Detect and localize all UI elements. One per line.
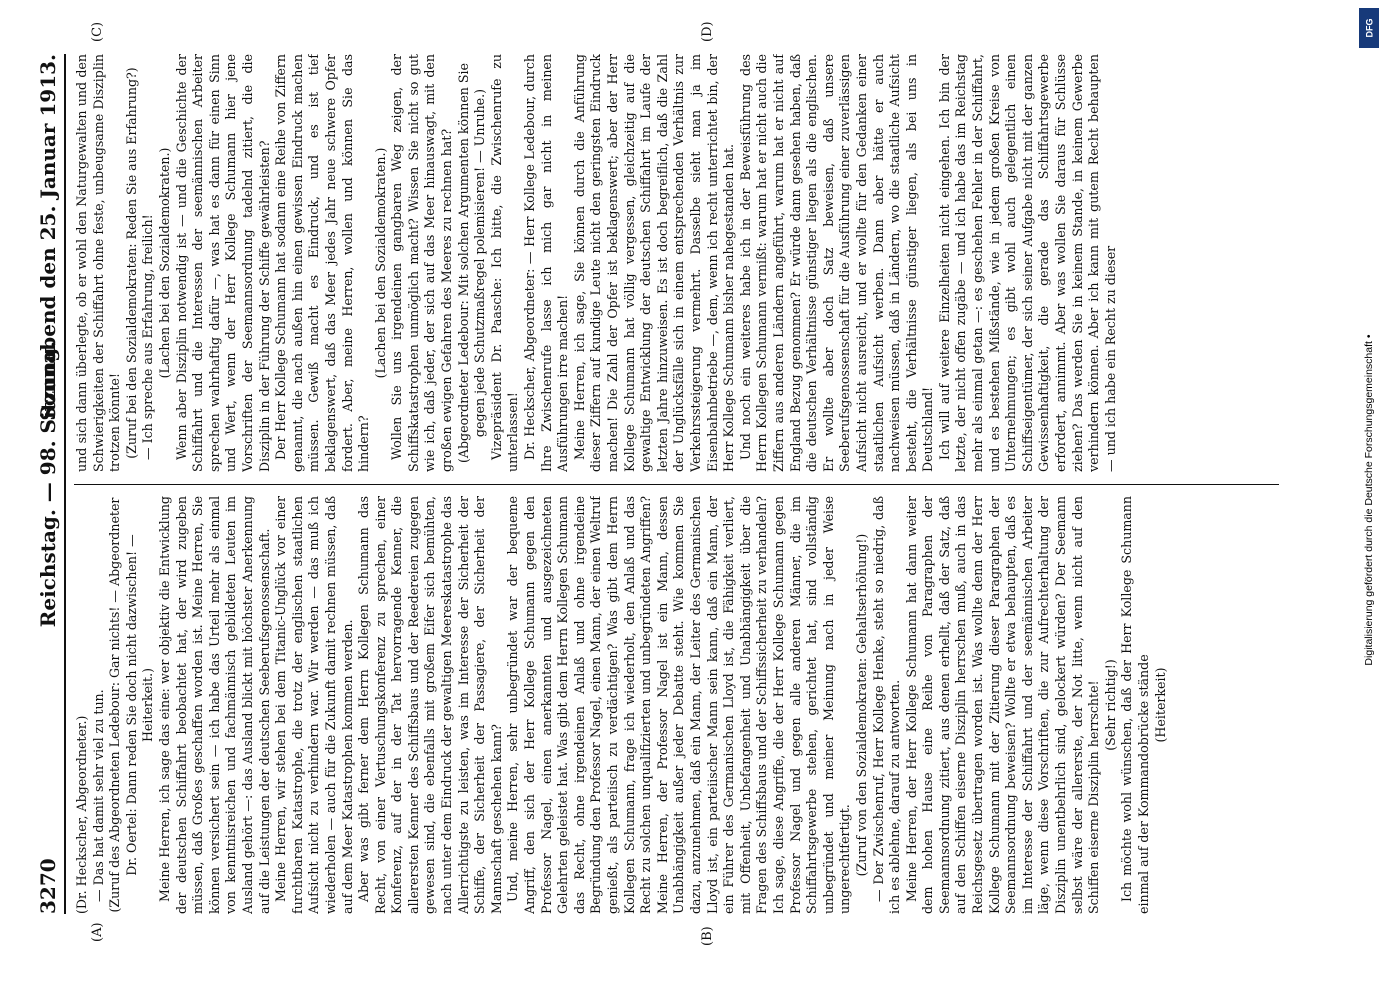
interjection: (Lachen bei den Sozialdemokraten.) [372, 147, 388, 379]
text-column-left [74, 496, 1279, 914]
paragraph: Vizepräsident Dr. Paasche: Ich bitte, die Zwischenrufe zu unterlassen! [488, 54, 521, 472]
paragraph: Und noch ein weiteres habe ich in der Beweisführung des Herrn Kollegen Schumann vermißt: warum hat er nicht auch die Ziffern aus anderen Ländern angeführt, warum hat er nicht auf England Bezug genommen? Er würde dann gesehen haben, daß die deutschen Verhältnisse günstiger liegen als die englischen. Er wollte aber doch Satz beweisen, daß unsere Seeberufsgenossenschaft für die Ausführung einer zuverlässigen Aufsicht nicht ausreicht, und er wollte für den Gedanken einer staatlichen Aufsicht werben. Dann aber hätte er auch nachweisen müssen, daß in Ländern, wo die staatliche Aufsicht besteht, die Verhältnisse günstiger liegen, als bei uns in Deutschland! [737, 54, 936, 472]
interjection: (Abgeordneter Ledebour: Mit solchen Argumenten können Sie gegen jede Schutzmaßregel polemisieren! — Unruhe.) [455, 62, 488, 464]
paragraph: Meine Herren, ich sage das eine: wer objektiv die Entwicklung der deutschen Schiffahrt beobachtet hat, der wird zugeben müssen, daß Großes geschaffen worden ist. Meine Herren, Sie können versichert sein — ich habe das Urteil mehr als einmal von kenntnisreichen und fachmännisch gebildeten Leuten im Ausland gehört —: das Ausland blickt mit höchster Anerkennung auf die Leistungen der deutschen Seeberufsgenossenschaft. [156, 496, 272, 914]
dfg-logo: DFG [1359, 8, 1379, 48]
margin-mark-c: (C) [90, 21, 105, 42]
text-column-right [74, 54, 1279, 472]
paragraph: Wollen Sie uns irgendeinen gangbaren Weg zeigen, der Schiffskatastrophen unmöglich macht? Wissen Sie nicht so gut wie ich, daß jeder, der sich auf das Meer hinauswagt, mit den großen ewigen Gefahren des Meeres zu rechnen hat? [389, 54, 455, 472]
paragraph: Dr. Heckscher, Abgeordneter: — Herr Kollege Ledebour, durch Ihre Zwischenrufe lasse ich mich gar nicht in meinen Ausführungen irre machen! [522, 54, 571, 472]
interjection: (Sehr richtig!) [1102, 659, 1118, 751]
paragraph: Und, meine Herren, sehr unbegründet war der bequeme Angriff, den sich der Herr Kollege Schumann gegen den Professor Nagel, einen anerkannten und ausgezeichneten Gelehrten geleistet hat. Was gibt dem Herrn Kollegen Schumann das Recht, ohne irgendeinen Anlaß und ohne irgendeine Begründung den Professor Nagel, einen Mann, der einen Weltruf genießt, als parteiisch zu verdächtigen? Was gibt dem Herrn Kollegen Schumann, frage ich wiederholt, den Anlaß und das Recht zu solchen unqualifizierten und unbegründeten Angriffen? Meine Herren, der Professor Nagel ist ein Mann, dessen Unabhängigkeit außer jeder Debatte steht. Wie kommen Sie dazu, anzunehmen, daß ein Mann, der Leiter des Germanischen Lloyd ist, ein parteiischer Mann sein kann, daß ein Mann, der ein Führer des Germanischen Lloyd ist, die Fähigkeit verliert, mit Offenheit, Unbefangenheit und Unabhängigkeit über die Fragen des Schiffsbaus und der Schiffssicherheit zu verhandeln? Ich sage, diese Angriffe, die der Herr Kollege Schumann gegen Professor Nagel und gegen alle anderen Männer, die im Schiffahrtsgewerbe stehen, gerichtet hat, sind vollständig unbegründet und meiner Meinung nach in jeder Weise ungerechtfertigt. [505, 496, 853, 914]
margin-mark-b: (B) [700, 926, 715, 946]
paragraph: Meine Herren, ich sage, Sie können durch die Anführung dieser Ziffern auf kundige Leute nicht den geringsten Eindruck machen! Die Zahl der Opfer ist beklagenswert; aber der Herr Kollege Schumann hat völlig vergessen, gleichzeitig auf die gewaltige Entwicklung der deutschen Schiffahrt im Laufe der letzten Jahre hinzuweisen. Es ist doch begreiflich, daß die Zahl der Unglücksfälle sich in einem entsprechenden Verhältnis zur Verkehrssteigerung vermehrt. Dasselbe sieht man ja im Eisenbahnbetriebe —, dem, wenn ich recht unterrichtet bin, der Herr Kollege Schumann bisher nahegestanden hat. [571, 54, 737, 472]
paragraph: Ich möchte wohl wünschen, daß der Herr Kollege Schumann einmal auf der Kommandobrücke stände [1119, 496, 1151, 914]
paragraph: Meine Herren, der Herr Kollege Schumann hat dann weiter dem hohen Hause eine Reihe von Paragraphen der Seemannsordnung zitiert, aus denen erhellt, daß der Satz, daß auf den Schiffen eiserne Disziplin herrschen muß, auch in das Reichsgesetz übertragen worden ist. Was wollte denn der Herr Kollege Schumann mit der Zitierung dieser Paragraphen der Seemannsordnung beweisen? Wollte er etwa behaupten, daß es im Interesse der Schiffahrt und der seemännischen Arbeiter läge, wenn diese Vorschriften, die zur Aufrechterhaltung der Disziplin unentbehrlich sind, gelockert würden? Der Seemann selbst wäre der allererste, der Not litte, wenn nicht auf den Schiffen eiserne Disziplin herrschte! [903, 496, 1102, 914]
paragraph: Meine Herren, wir stehen bei dem Titanic-Unglück vor einer furchtbaren Katastrophe, die trotz der englischen staatlichen Aufsicht nicht zu verhindern war. Wir werden — das muß ich wiederholen — auch für die Zukunft damit rechnen müssen, daß auf dem Meer Katastrophen kommen werden. [273, 496, 355, 914]
interjection: (Zuruf bei den Sozialdemokraten: Reden Sie aus Erfahrung?) [123, 67, 139, 459]
paragraph: — Das hat damit sehr viel zu tun. [90, 689, 106, 902]
page-header [30, 54, 66, 914]
interjection: (Zuruf von den Sozialdemokraten: Gehaltserhöhung!) [853, 533, 869, 877]
paragraph: — Ich spreche aus Erfahrung, freilich! [140, 214, 156, 460]
margin-mark-d: (D) [700, 21, 715, 42]
header-date: Sonnabend den 25. Januar 1913. [36, 54, 60, 421]
paragraph: — Der Zwischenruf, Herr Kollege Henke, steht so niedrig, daß ich es ablehne, darauf zu antworten. [870, 496, 903, 914]
interjection: (Heiterkeit) [1152, 667, 1168, 743]
interjection: (Lachen bei den Sozialdemokraten.) [156, 147, 172, 379]
paragraph: Der Herr Kollege Schumann hat sodann eine Reihe von Ziffern genannt, die nach außen hin einen gewissen Eindruck machen müssen. Gewiß macht es Eindruck, und es ist tief beklagenswert, daß das Meer jedes Jahr neue schwere Opfer fordert. Aber, meine Herren, wollen und können Sie das hindern? [273, 54, 372, 472]
paragraph: Wenn aber Disziplin notwendig ist — und die Geschichte der Schiffahrt und die Interessen der seemännischen Arbeiter sprechen wahrhaftig dafür —, was hat es dann für einen Sinn und Wert, wenn der Herr Kollege Schumann hier jene Vorschriften der Seemannsordnung tadelnd zitiert, die die Disziplin in der Führung der Schiffe gewährleisten? [173, 54, 272, 472]
header-title: Reichstag. — 98. Sitzung. [36, 340, 60, 628]
funding-credit [1355, 0, 1383, 1000]
column-divider [74, 484, 1279, 485]
paragraph: und sich dann überlegte, ob er wohl den Naturgewalten und den Schwierigkeiten der Schiffahrt ohne feste, unbeugsame Disziplin trotzen könnte! [74, 54, 123, 472]
credit-text: Digitalisierung gefördert durch die Deutsche Forschungsgemeinschaft • [1363, 334, 1375, 666]
paragraph: Aber was gibt ferner dem Herrn Kollegen Schumann das Recht, von einer Vertuschungskonferenz zu sprechen, einer Konferenz, auf der in der Tat hervorragende Kenner, die allerersten Kenner des Schiffsbaus und der Reedereien zugegen gewesen sind, die ebenfalls mit großem Eifer sich bemühten, nach unter dem Eindruck der gewaltigen Meereskatastrophe das Allerrichtigste zu leisten, was im Interesse der Sicherheit der Schiffe, der Sicherheit der Passagiere, der Sicherheit der Mannschaft geschehen kann? [356, 496, 504, 914]
margin-mark-a: (A) [90, 922, 105, 942]
interjection: (Zuruf des Abgeordneten Ledebour: Gar nichts! — Abgeordneter Dr. Oertel: Dann reden Sie doch nicht dazwischen! — Heiterkeit.) [107, 497, 156, 913]
paragraph: Ich will auf weitere Einzelheiten nicht eingehen. Ich bin der letzte, der nicht offen zugäbe — und ich habe das im Reichstag mehr als einmal getan —: es geschehen Fehler in der Schiffahrt, und es bestehen Mißstände, wie in jedem großen Kreise von Unternehmungen; es gibt wohl auch gelegentlich einen Schiffseigentümer, der sich seiner Aufgabe nicht mit der ganzen Gewissenhaftigkeit, die gerade das Schiffahrtsgewerbe erfordert, annimmt. Aber was wollen Sie daraus für Schlüsse ziehen? Das werden Sie in keinem Stande, in keinem Gewerbe verhindern können. Aber ich kann mit gutem Recht behaupten — und ich habe ein Recht zu dieser [936, 54, 1118, 472]
page-number: 3270 [36, 858, 60, 914]
paragraph: (Dr. Heckscher, Abgeordneter.) [74, 715, 89, 914]
